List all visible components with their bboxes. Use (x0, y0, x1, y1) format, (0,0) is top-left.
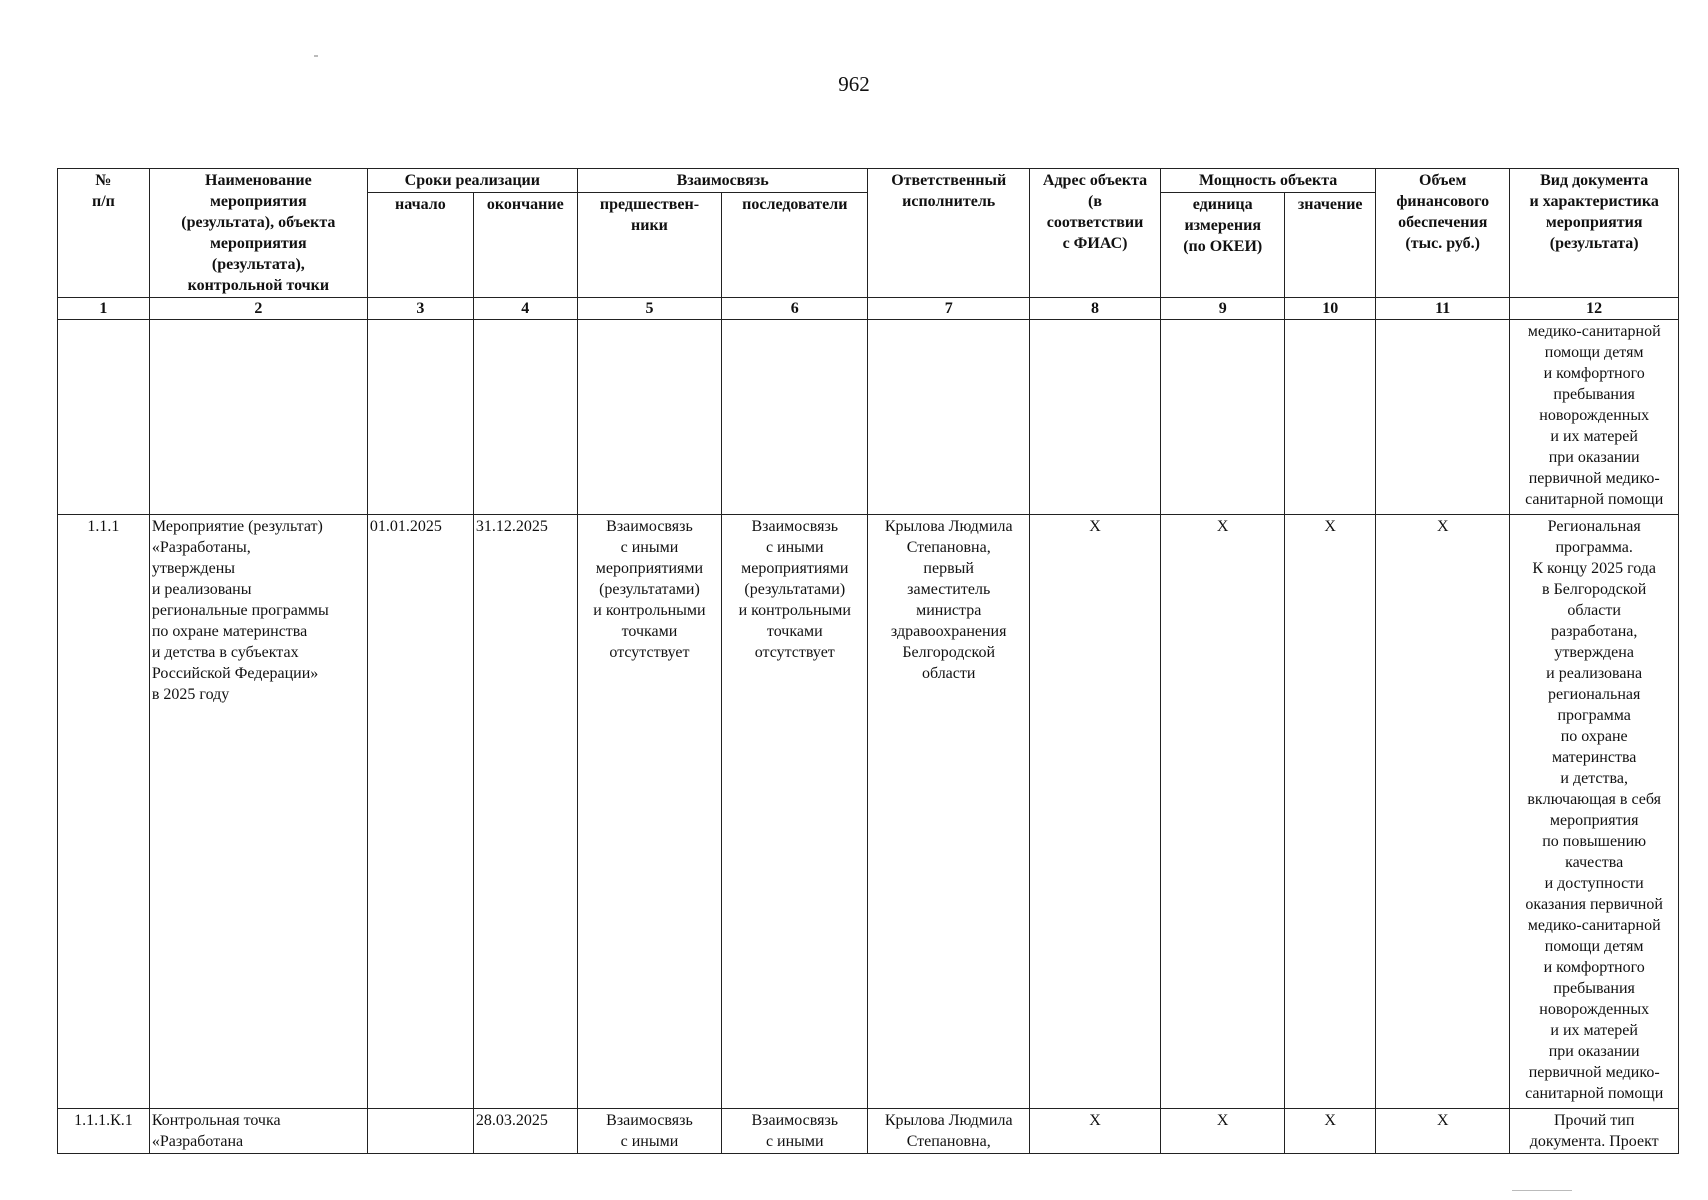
cell-name (149, 320, 367, 515)
cell-unit: Х (1161, 515, 1285, 1109)
header-doc-type: Вид документа и характеристика мероприятия (результата) (1510, 169, 1679, 298)
header-end: окончание (473, 193, 577, 298)
column-number: 10 (1285, 298, 1376, 320)
cell-predecessors: Взаимосвязь с иными (577, 1109, 721, 1154)
events-table (57, 168, 1679, 1154)
column-number: 9 (1161, 298, 1285, 320)
cell-finance: Х (1376, 515, 1510, 1109)
cell-address: Х (1029, 515, 1160, 1109)
cell-end (473, 320, 577, 515)
cell-finance: Х (1376, 1109, 1510, 1154)
page-number: 962 (838, 72, 870, 96)
header-num: № п/п (58, 169, 150, 298)
scan-mark (1512, 1190, 1572, 1191)
column-number: 2 (149, 298, 367, 320)
header-value: значение (1285, 193, 1376, 298)
cell-successors (722, 320, 868, 515)
scan-mark (314, 55, 318, 57)
column-number: 5 (577, 298, 721, 320)
table-row (58, 1109, 1679, 1154)
cell-value: Х (1285, 1109, 1376, 1154)
table-row (58, 515, 1679, 1109)
cell-num: 1.1.1 (58, 515, 150, 1109)
column-number: 3 (367, 298, 473, 320)
cell-responsible (868, 320, 1029, 515)
cell-end: 31.12.2025 (473, 515, 577, 1109)
cell-unit (1161, 320, 1285, 515)
cell-unit: Х (1161, 1109, 1285, 1154)
header-terms: Сроки реализации (367, 169, 577, 193)
cell-start: 01.01.2025 (367, 515, 473, 1109)
header-finance: Объем финансового обеспечения (тыс. руб.) (1376, 169, 1510, 298)
column-number: 7 (868, 298, 1029, 320)
header-responsible: Ответственный исполнитель (868, 169, 1029, 298)
cell-predecessors (577, 320, 721, 515)
header-start: начало (367, 193, 473, 298)
cell-finance (1376, 320, 1510, 515)
cell-predecessors: Взаимосвязь с иными мероприятиями (результатами) и контрольными точками отсутствует (577, 515, 721, 1109)
cell-end: 28.03.2025 (473, 1109, 577, 1154)
column-number: 4 (473, 298, 577, 320)
cell-start (367, 1109, 473, 1154)
cell-value: Х (1285, 515, 1376, 1109)
column-number: 11 (1376, 298, 1510, 320)
cell-value (1285, 320, 1376, 515)
header-predecessors: предшествен- ники (577, 193, 721, 298)
header-capacity: Мощность объекта (1161, 169, 1376, 193)
column-number: 1 (58, 298, 150, 320)
table-row (58, 320, 1679, 515)
cell-start (367, 320, 473, 515)
cell-num (58, 320, 150, 515)
cell-responsible: Крылова Людмила Степановна, первый заместитель министра здравоохранения Белгородской области (868, 515, 1029, 1109)
header-successors: последователи (722, 193, 868, 298)
column-number: 6 (722, 298, 868, 320)
header-address: Адрес объекта (в соответствии с ФИАС) (1029, 169, 1160, 298)
cell-doc: Региональная программа. К концу 2025 года в Белгородской области разработана, утверждена и реализована региональная программа по охране материнства и детства, включающая в себя мероприятия по повышению качества и доступности оказания первичной медико-санитарной помощи детям и комфортного пребывания новорожденных и их матерей при оказании первичной медико- санитарной помощи (1510, 515, 1679, 1109)
header-links: Взаимосвязь (577, 169, 868, 193)
header-name: Наименование мероприятия (результата), объекта мероприятия (результата), контрольной точки (149, 169, 367, 298)
cell-address (1029, 320, 1160, 515)
cell-num: 1.1.1.К.1 (58, 1109, 150, 1154)
column-number: 12 (1510, 298, 1679, 320)
cell-doc: медико-санитарной помощи детям и комфортного пребывания новорожденных и их матерей при оказании первичной медико- санитарной помощи (1510, 320, 1679, 515)
cell-doc: Прочий тип документа. Проект (1510, 1109, 1679, 1154)
header-unit: единица измерения (по ОКЕИ) (1161, 193, 1285, 298)
cell-successors: Взаимосвязь с иными (722, 1109, 868, 1154)
header-row-1 (58, 169, 1679, 193)
cell-address: Х (1029, 1109, 1160, 1154)
column-number-row (58, 298, 1679, 320)
cell-name: Мероприятие (результат) «Разработаны, утверждены и реализованы региональные программы по охране материнства и детства в субъектах Российской Федерации» в 2025 году (149, 515, 367, 1109)
cell-responsible: Крылова Людмила Степановна, (868, 1109, 1029, 1154)
cell-name: Контрольная точка «Разработана (149, 1109, 367, 1154)
cell-successors: Взаимосвязь с иными мероприятиями (результатами) и контрольными точками отсутствует (722, 515, 868, 1109)
column-number: 8 (1029, 298, 1160, 320)
